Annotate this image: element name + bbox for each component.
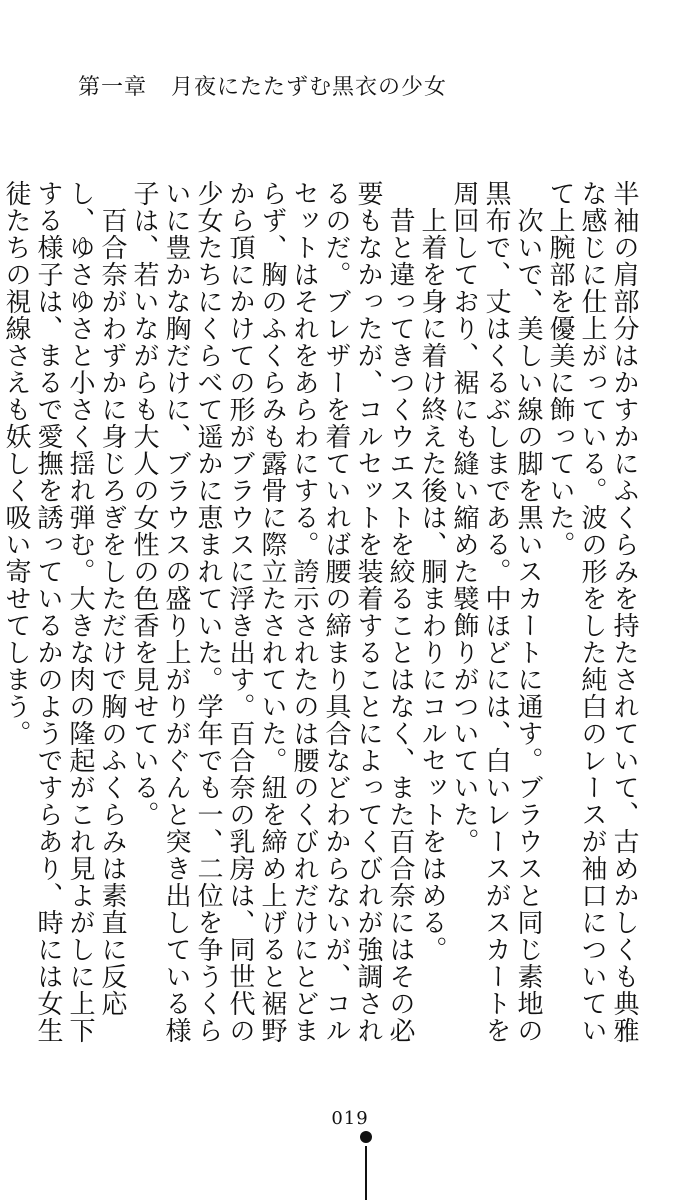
page-rule xyxy=(365,1146,367,1200)
page-dot xyxy=(360,1131,372,1143)
chapter-title: 月夜にたたずむ黒衣の少女 xyxy=(171,75,448,100)
paragraph: 次いで、美しい線の脚を黒いスカートに通す。ブラウスと同じ素地の黒布で、丈はくるぶしまである。中ほどには、白いレースがスカートを周回しており、裾にも縫い縮めた襞飾りがついていた。 xyxy=(449,180,543,1044)
paragraph: 昔と違ってきつくウエストを絞ることはなく、また百合奈にはその必要もなかったが、コルセットを装着することによってくびれが強調されるのだ。ブレザーを着ていれば腰の締まり具合などわからないが、コルセットはそれをあらわにする。誇示されたのは腰のくびれだけにとどまらず、胸のふくらみも露骨に際立たされていた。紐を締め上げると裾野から頂にかけての形がブラウスに浮き出す。百合奈の乳房は、同世代の少女たちにくらべて遥かに恵まれていた。学年でも一、二位を争うくらいに豊かな胸だけに、ブラウスの盛り上がりがぐんと突き出している様子は、若いながらも大人の女性の色香を見せている。 xyxy=(129,180,415,1044)
page-number: 019 xyxy=(331,1108,369,1129)
paragraph: 百合奈がわずかに身じろぎをしただけで胸のふくらみは素直に反応し、ゆさゆさと小さく揺れ弾む。大きな肉の隆起がこれ見よがしに上下する様子は、まるで愛撫を誘っているかのようですらあり、時には女生徒たちの視線さえも妖しく吸い寄せてしまう。 xyxy=(1,180,127,1044)
body-text xyxy=(1,180,640,1060)
paragraph: 半袖の肩部分はかすかにふくらみを持たされていて、古めかしくも典雅な感じに仕上がっている。波の形をした純白のレースが袖口についていて上腕部を優美に飾っていた。 xyxy=(545,180,639,1044)
running-header xyxy=(78,70,447,101)
chapter-label: 第一章 xyxy=(78,75,148,100)
paragraph: 上着を身に着け終えた後は、胴まわりにコルセットをはめる。 xyxy=(417,180,447,963)
